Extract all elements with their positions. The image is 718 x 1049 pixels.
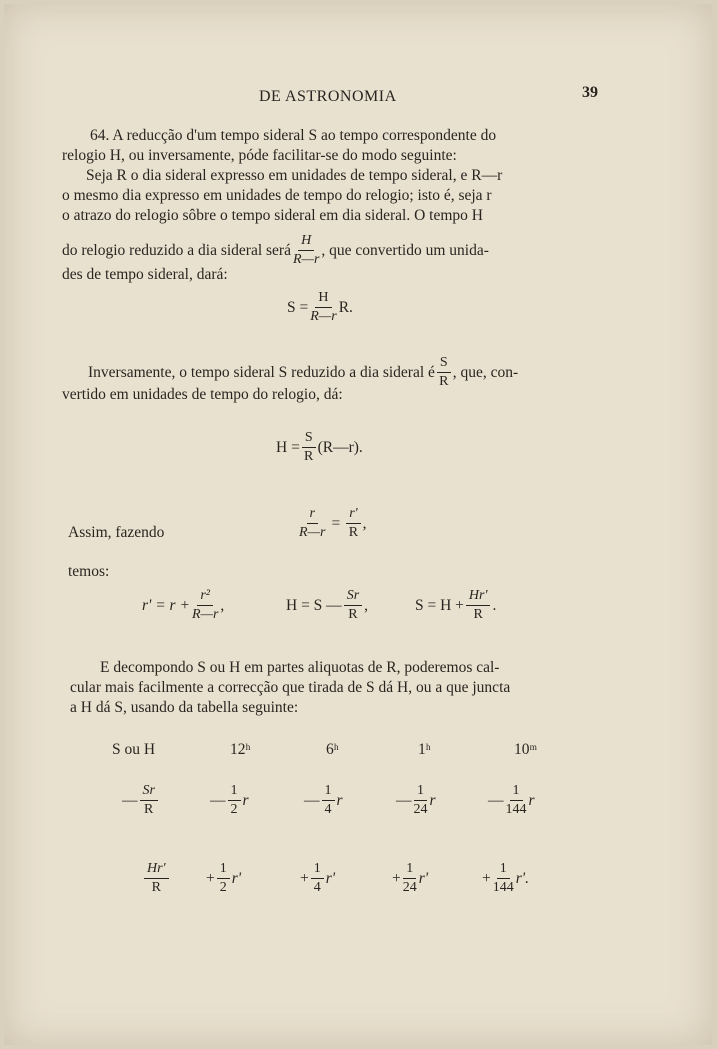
- equation-tail: R.: [338, 298, 353, 316]
- fraction-denominator: 24: [402, 880, 417, 895]
- fraction-denominator: R—r: [299, 525, 326, 540]
- text-line: a H dá S, usando da tabella seguinte:: [70, 699, 299, 716]
- fraction-numerator: 1: [228, 784, 241, 801]
- fraction-numerator: H: [315, 291, 331, 308]
- variable: r'.: [515, 869, 529, 887]
- sign: +: [482, 869, 491, 887]
- fraction: [310, 291, 336, 324]
- fraction-denominator: R: [348, 607, 358, 622]
- fraction-denominator: R: [473, 607, 483, 622]
- running-header: DE ASTRONOMIA: [259, 88, 397, 105]
- equation-lhs: r' = r +: [142, 596, 190, 614]
- equation-lhs: S =: [287, 298, 309, 316]
- table-header-cell: 6ʰ: [326, 741, 339, 758]
- text-line: E decompondo S ou H em partes aliquotas de R, poderemos cal-: [100, 659, 500, 676]
- variable: r: [429, 791, 436, 809]
- equation-tail: ,: [220, 596, 225, 614]
- equation-h: [276, 431, 363, 464]
- fraction-denominator: R: [144, 802, 154, 817]
- fraction-denominator: 2: [219, 880, 227, 895]
- text-line: o atrazo do relogio sôbre o tempo sideral em dia sideral. O tempo H: [62, 207, 483, 224]
- fraction: [344, 589, 362, 622]
- formula-r-prime: [142, 589, 224, 622]
- fraction-numerator: S: [437, 356, 451, 373]
- fraction: [322, 784, 335, 817]
- fraction-numerator: 1: [311, 862, 324, 879]
- fraction-denominator: 144: [492, 880, 514, 895]
- fraction-numerator: r': [346, 507, 360, 524]
- equation-lhs: H = S —: [286, 596, 342, 614]
- sign: +: [300, 869, 309, 887]
- fraction-denominator: R—r: [191, 607, 219, 622]
- fraction-numerator: Hr': [144, 862, 169, 879]
- fraction-numerator: 1: [510, 784, 523, 801]
- fraction: [299, 507, 325, 540]
- text-line: temos:: [68, 563, 110, 580]
- sign: —: [304, 791, 320, 809]
- fraction: [217, 862, 230, 895]
- table-cell: [392, 862, 428, 895]
- fraction: [192, 589, 218, 622]
- variable: r: [242, 791, 249, 809]
- fraction-denominator: 144: [505, 802, 527, 817]
- fraction-numerator: 1: [403, 862, 416, 879]
- variable: r': [231, 869, 242, 887]
- equation-tail: (R—r).: [317, 438, 363, 456]
- fraction: [506, 784, 527, 817]
- fraction: [140, 784, 158, 817]
- fraction: [311, 862, 324, 895]
- text-line: vertido em unidades de tempo do relogio, dá:: [62, 386, 343, 403]
- book-page: [4, 4, 712, 1045]
- table-row-label: [142, 862, 171, 895]
- table-cell: [304, 784, 343, 817]
- sign: —: [396, 791, 412, 809]
- fraction: [403, 862, 417, 895]
- text-line: cular mais facilmente a correcção que tirada de S dá H, ou a que juncta: [70, 679, 511, 696]
- text-segment: Inversamente, o tempo sideral S reduzido a dia sideral é: [88, 363, 435, 381]
- fraction-numerator: Sr: [140, 784, 158, 801]
- table-cell: [210, 784, 249, 817]
- fraction-denominator: 4: [313, 880, 321, 895]
- text-segment: do relogio reduzido a dia sideral será: [62, 241, 291, 259]
- equation-lhs: H =: [276, 438, 300, 456]
- text-line: o mesmo dia expresso em unidades de tempo do relogio; isto é, seja r: [62, 187, 492, 204]
- fraction-numerator: Sr: [344, 589, 362, 606]
- formula-s: [415, 589, 496, 622]
- equation-lhs: S = H +: [415, 596, 464, 614]
- table-header-cell: 10ᵐ: [514, 741, 538, 758]
- fraction-numerator: 1: [497, 862, 510, 879]
- fraction: [466, 589, 491, 622]
- fraction-numerator: r²: [197, 589, 213, 606]
- fraction-h-over-r-minus-r: [293, 234, 319, 267]
- variable: r': [418, 869, 429, 887]
- table-header-cell: 1ʰ: [418, 741, 431, 758]
- fraction-denominator: R: [439, 374, 449, 389]
- fraction-denominator: 4: [324, 802, 332, 817]
- fraction-denominator: R: [304, 449, 314, 464]
- table-cell: [396, 784, 436, 817]
- equation-tail: ,: [362, 514, 367, 532]
- table-cell: [206, 862, 241, 895]
- fraction-denominator: R—r: [292, 252, 320, 267]
- text-line: 64. A reducção d'um tempo sideral S ao tempo correspondente do: [90, 127, 497, 144]
- fraction-numerator: 1: [414, 784, 427, 801]
- fraction-numerator: 1: [322, 784, 335, 801]
- fraction-denominator: R: [348, 525, 359, 540]
- fraction: [228, 784, 241, 817]
- page-number: 39: [582, 84, 598, 101]
- text-line: Assim, fazendo: [68, 524, 165, 541]
- fraction: [493, 862, 514, 895]
- text-segment: , que convertido um unida-: [321, 241, 489, 259]
- fraction: [144, 862, 169, 895]
- text-line: des de tempo sideral, dará:: [62, 266, 228, 283]
- fraction-numerator: Hr': [466, 589, 491, 606]
- text-line: relogio H, ou inversamente, póde facilitar-se do modo seguinte:: [62, 147, 457, 164]
- table-row-label: [122, 784, 160, 817]
- text-segment: , que, con-: [452, 363, 519, 381]
- fraction-numerator: S: [302, 431, 316, 448]
- fraction-numerator: H: [298, 234, 314, 251]
- text-line-with-fraction: [62, 234, 489, 267]
- table-cell: [488, 784, 535, 817]
- variable: r: [336, 791, 343, 809]
- sign: —: [210, 791, 226, 809]
- fraction-numerator: 1: [217, 862, 230, 879]
- equation-s: [287, 291, 353, 324]
- variable: r: [528, 791, 535, 809]
- fraction: [414, 784, 428, 817]
- text-line: Seja R o dia sideral expresso em unidades de tempo sideral, e R—r: [86, 167, 503, 184]
- sign: +: [392, 869, 401, 887]
- equation-tail: ,: [364, 596, 369, 614]
- fraction-denominator: R—r: [310, 309, 337, 324]
- equals-sign: =: [331, 514, 341, 532]
- fraction: [302, 431, 316, 464]
- table-cell: [482, 862, 529, 895]
- formula-h: [286, 589, 368, 622]
- fraction-denominator: R: [151, 880, 161, 895]
- fraction: [346, 507, 360, 540]
- sign: +: [206, 869, 215, 887]
- equation-fazendo: [297, 507, 367, 540]
- sign: —: [122, 791, 138, 809]
- variable: r': [325, 869, 336, 887]
- table-cell: [300, 862, 335, 895]
- fraction-numerator: r: [307, 507, 318, 524]
- fraction-denominator: 2: [230, 802, 238, 817]
- fraction-denominator: 24: [413, 802, 428, 817]
- equation-tail: .: [492, 596, 497, 614]
- fraction-s-over-r: [437, 356, 451, 389]
- table-header-cell: 12ʰ: [230, 741, 251, 758]
- table-header-cell: S ou H: [112, 741, 156, 758]
- sign: —: [488, 791, 504, 809]
- text-line-with-fraction: [88, 356, 518, 389]
